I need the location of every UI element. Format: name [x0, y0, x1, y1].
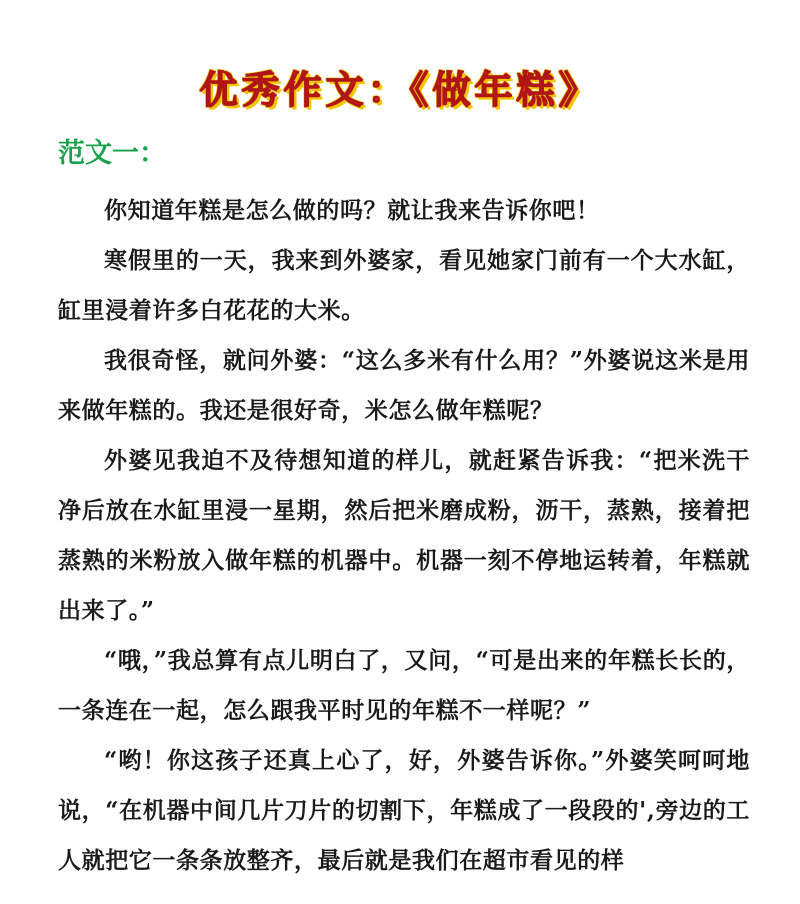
paragraph: 外婆见我迫不及待想知道的样儿，就赶紧告诉我：“把米洗干净后放在水缸里浸一星期，然后把米磨成粉，沥干，蒸熟，接着把蒸熟的米粉放入做年糕的机器中。机器一刻不停地运转着，年糕就出来了。”: [58, 447, 750, 624]
paragraph: “哟！你这孩子还真上心了，好，外婆告诉你。”外婆笑呵呵地说，“在机器中间几片刀片的切割下，年糕成了一段段的',旁边的工人就把它一条条放整齐，最后就是我们在超市看见的样: [58, 747, 750, 874]
document-title: 优秀作文：《做年糕》: [199, 68, 601, 112]
essay-body: [58, 186, 750, 886]
section-heading: 范文一：: [58, 138, 166, 169]
paragraph: “哦，”我总算有点儿明白了，又问，“可是出来的年糕长长的，一条连在一起，怎么跟我平时见的年糕不一样呢？”: [58, 647, 750, 724]
paragraph: 我很奇怪，就问外婆：“这么多米有什么用？”外婆说这米是用来做年糕的。我还是很好奇，米怎么做年糕呢？: [58, 347, 750, 424]
paragraph: 你知道年糕是怎么做的吗？就让我来告诉你吧！: [104, 197, 600, 224]
paragraph: 寒假里的一天，我来到外婆家，看见她家门前有一个大水缸，缸里浸着许多白花花的大米。: [58, 247, 750, 324]
